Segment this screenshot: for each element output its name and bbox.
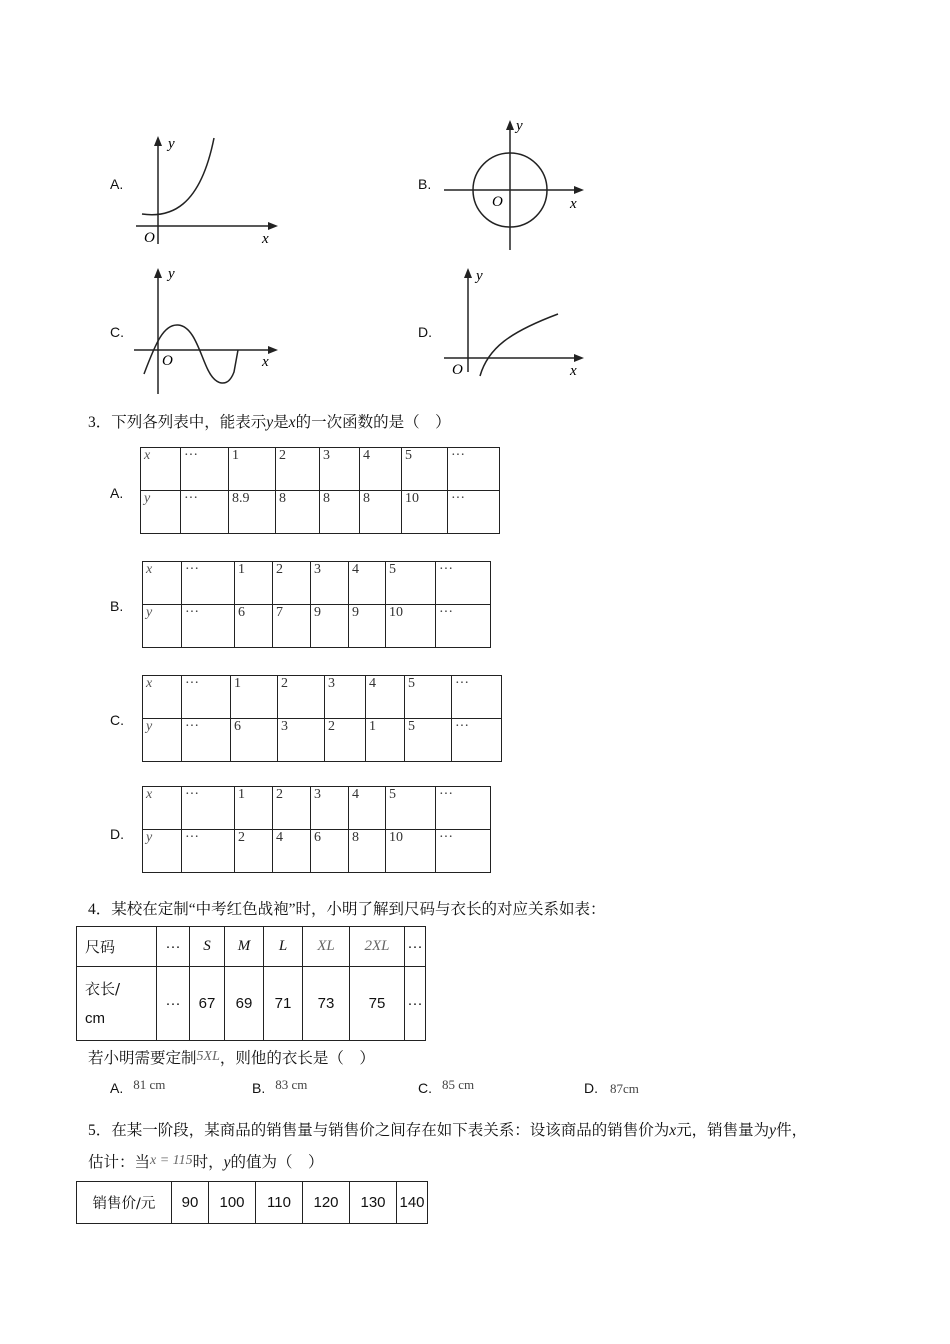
cell: ··· (436, 605, 491, 648)
cell: 4 (349, 787, 386, 830)
cell: 1 (231, 676, 278, 719)
cell: M (225, 927, 264, 967)
q4-option-d[interactable]: D. 87cm (584, 1080, 639, 1096)
q2-graph-d (440, 262, 590, 382)
x-label: x (262, 354, 269, 370)
cell: y (143, 605, 182, 648)
cell: 10 (402, 491, 448, 534)
table-row (77, 1182, 428, 1224)
cell: 10 (386, 605, 436, 648)
cell: ··· (436, 830, 491, 873)
cell: 1 (235, 787, 273, 830)
cell: 5 (405, 676, 452, 719)
cell: 4 (360, 448, 402, 491)
cell: 1 (229, 448, 276, 491)
cell: 110 (256, 1182, 303, 1224)
origin-label: O (162, 353, 173, 369)
cell: 6 (311, 830, 349, 873)
y-label: y (168, 136, 175, 152)
cell: ··· (436, 787, 491, 830)
cell: ··· (181, 491, 229, 534)
cell: 140 (397, 1182, 428, 1224)
q5-price-table (76, 1181, 428, 1224)
cell: 5 (402, 448, 448, 491)
q4-option-b[interactable]: B. $^{83 cm}$ (252, 1077, 308, 1096)
cell: ··· (452, 676, 502, 719)
origin-label: O (144, 230, 155, 246)
q3-table-c (142, 675, 502, 762)
cell: 2XL (350, 927, 405, 967)
q3-table-b (142, 561, 491, 648)
cell: y (143, 830, 182, 873)
cell: ··· (182, 562, 235, 605)
cell: ··· (157, 927, 190, 967)
q4-size-table (76, 926, 426, 1041)
origin-label: O (492, 194, 503, 210)
cell: 3 (311, 562, 349, 605)
cell: ··· (181, 448, 229, 491)
q3-option-d-label: D. (110, 826, 124, 842)
q2-graph-b (440, 114, 590, 254)
cell: 8 (276, 491, 320, 534)
cell: 8 (349, 830, 386, 873)
cell (77, 967, 157, 1041)
cell: 130 (350, 1182, 397, 1224)
cell: 90 (172, 1182, 209, 1224)
cell: ··· (405, 967, 426, 1041)
cell: ··· (448, 448, 500, 491)
cell: 10 (386, 830, 436, 873)
cell: x (143, 787, 182, 830)
cell: 3 (311, 787, 349, 830)
q3-option-b-label: B. (110, 598, 124, 614)
cell: 9 (349, 605, 386, 648)
row-unit: cm (85, 1009, 105, 1027)
cell: 8 (360, 491, 402, 534)
q2-option-d-label: D. (418, 324, 432, 340)
table-row (143, 562, 491, 605)
cell: L (264, 927, 303, 967)
cell: S (190, 927, 225, 967)
q4-stem: 4．某校在定制“中考红色战袍”时，小明了解到尺码与衣长的对应关系如表： (88, 901, 606, 918)
y-axis-arrow (506, 120, 514, 130)
cell: x (143, 562, 182, 605)
cell: 5 (386, 787, 436, 830)
cell: 100 (209, 1182, 256, 1224)
cell: ··· (182, 719, 231, 762)
table-row (143, 719, 502, 762)
cell: 3 (325, 676, 366, 719)
q3-table-a (140, 447, 500, 534)
cell: y (143, 719, 182, 762)
cell: x (141, 448, 181, 491)
q2-option-a-label: A. (110, 176, 124, 192)
table-row (77, 927, 426, 967)
cell: x (143, 676, 182, 719)
cell: 6 (235, 605, 273, 648)
cell: 4 (273, 830, 311, 873)
x-axis-arrow (268, 346, 278, 354)
cell: 2 (278, 676, 325, 719)
cell: ··· (436, 562, 491, 605)
cell: 69 (225, 967, 264, 1041)
table-row (141, 491, 500, 534)
q2-option-c-label: C. (110, 324, 124, 340)
y-label: y (476, 268, 483, 284)
cell: 8 (320, 491, 360, 534)
table-row (143, 605, 491, 648)
cell: ··· (452, 719, 502, 762)
table-row (141, 448, 500, 491)
q4-option-c[interactable]: C. $^{85 cm}$ (418, 1077, 475, 1096)
cell: 120 (303, 1182, 350, 1224)
y-label: y (516, 118, 523, 134)
cell: ··· (448, 491, 500, 534)
x-label: x (262, 231, 269, 247)
cell: 2 (276, 448, 320, 491)
cell: ··· (182, 830, 235, 873)
cell: ··· (405, 927, 426, 967)
cell: ··· (182, 787, 235, 830)
cell: 1 (366, 719, 405, 762)
cell: 4 (349, 562, 386, 605)
cell: 2 (235, 830, 273, 873)
cell: 67 (190, 967, 225, 1041)
cell: 4 (366, 676, 405, 719)
cell: 75 (350, 967, 405, 1041)
curve (142, 138, 214, 215)
cell: 5 (405, 719, 452, 762)
cell: 7 (273, 605, 311, 648)
cell: ··· (157, 967, 190, 1041)
q2-graph-c (130, 262, 290, 398)
table-row (77, 967, 426, 1041)
q3-option-c-label: C. (110, 712, 124, 728)
q4-question: 若小明需要定制5XL，则他的衣长是（ ） (88, 1049, 375, 1067)
table-row (143, 787, 491, 830)
x-axis-arrow (268, 222, 278, 230)
cell: 9 (311, 605, 349, 648)
cell: 73 (303, 967, 350, 1041)
x-label: x (570, 363, 577, 379)
cell: 1 (235, 562, 273, 605)
cell: ··· (182, 676, 231, 719)
q2-graph-a (130, 128, 290, 248)
origin-label: O (452, 362, 463, 378)
cell: 尺码 (77, 927, 157, 967)
cell: 8.9 (229, 491, 276, 534)
x-axis-arrow (574, 186, 584, 194)
cell: 3 (320, 448, 360, 491)
cell: 2 (325, 719, 366, 762)
cell: 2 (273, 562, 311, 605)
q5-line1: 5．在某一阶段，某商品的销售量与销售价之间存在如下表关系：设该商品的销售价为x元，销售量为y件， (88, 1122, 808, 1139)
table-row (143, 830, 491, 873)
q5-line2: 估计：当x = 115时，y的值为（ ） (88, 1153, 324, 1171)
y-axis-arrow (464, 268, 472, 278)
x-label: x (570, 196, 577, 212)
cell: 销售价/元 (77, 1182, 172, 1224)
y-label: y (168, 266, 175, 282)
y-axis-arrow (154, 136, 162, 146)
cell: ··· (182, 605, 235, 648)
cell: 5 (386, 562, 436, 605)
q3-option-a-label: A. (110, 485, 124, 501)
q3-stem: 3．下列各列表中，能表示y是x的一次函数的是（ ） (88, 414, 451, 431)
cell: 3 (278, 719, 325, 762)
cell: XL (303, 927, 350, 967)
cell: 2 (273, 787, 311, 830)
q2-option-b-label: B. (418, 176, 432, 192)
cell: 71 (264, 967, 303, 1041)
cell: y (141, 491, 181, 534)
x-axis-arrow (574, 354, 584, 362)
q4-option-a[interactable]: A. $^{81 cm}$ (110, 1077, 166, 1096)
table-row (143, 676, 502, 719)
y-axis-arrow (154, 268, 162, 278)
q3-table-d (142, 786, 491, 873)
log-curve (480, 314, 558, 376)
row-head: 衣长/ (85, 979, 121, 998)
cell: 6 (231, 719, 278, 762)
